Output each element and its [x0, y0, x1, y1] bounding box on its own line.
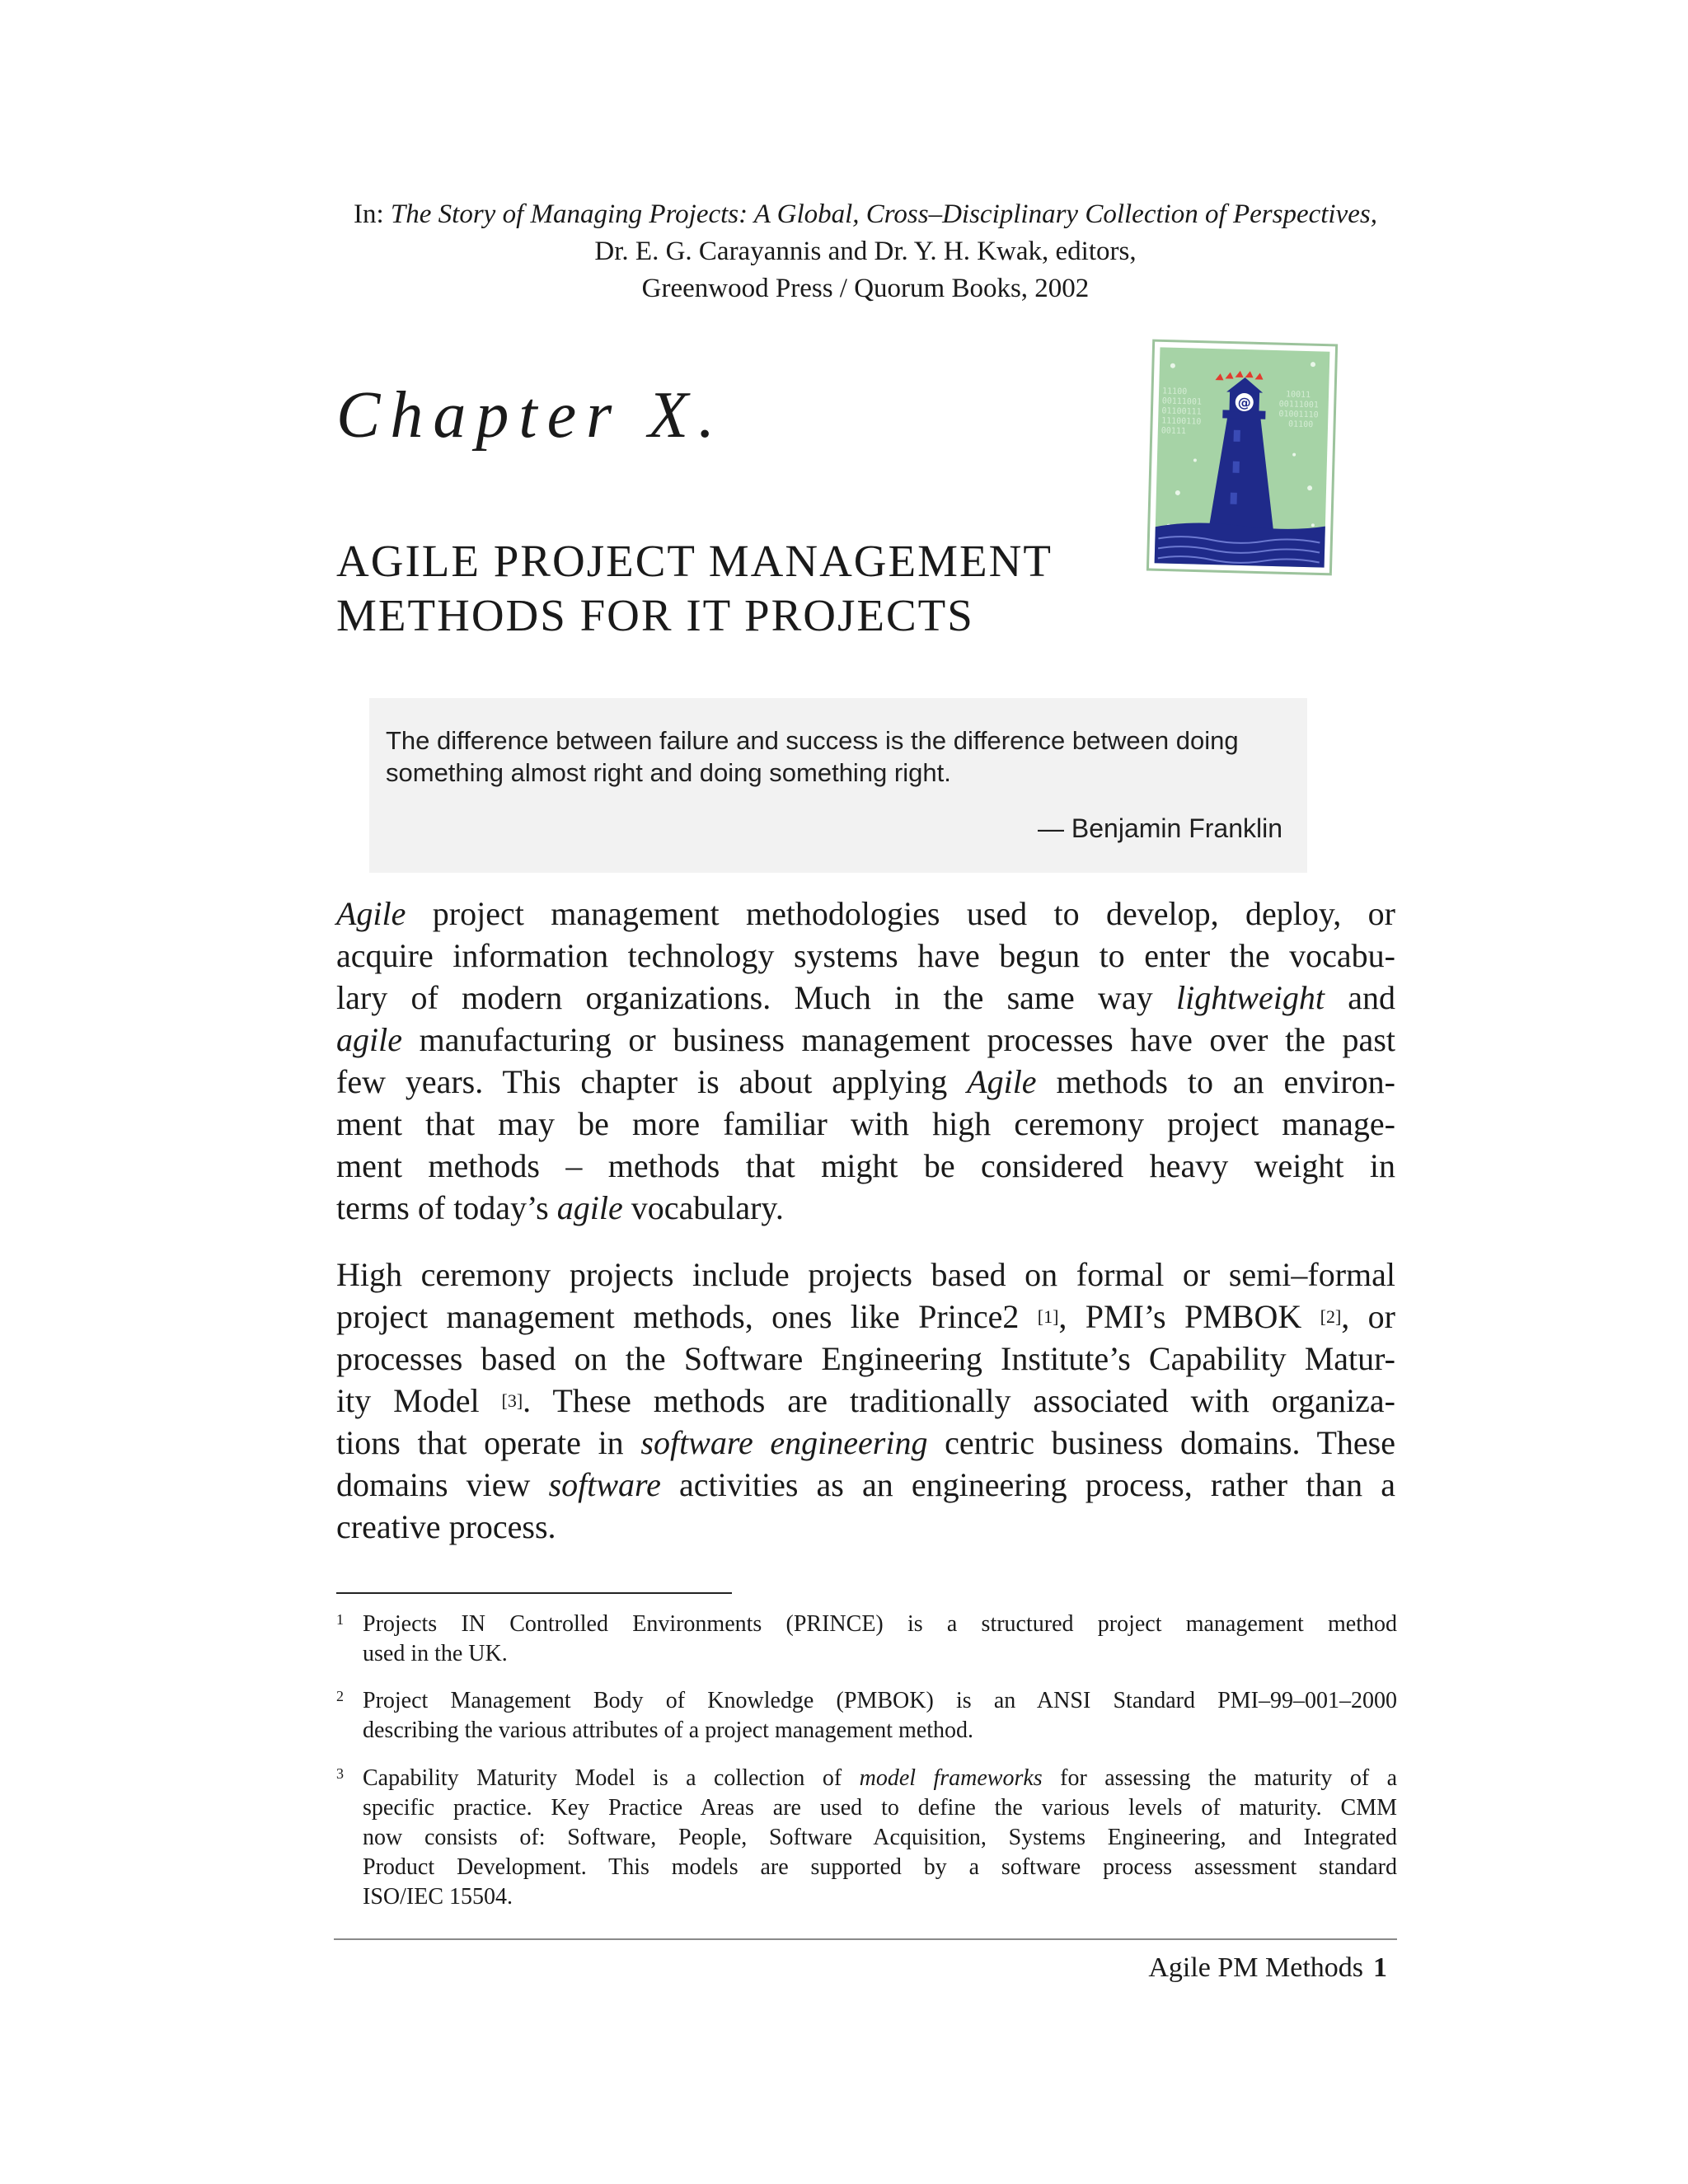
footnote-number: 3 — [336, 1765, 344, 1782]
svg-text:10011: 10011 — [1285, 390, 1311, 401]
footnote-ref-1[interactable]: [1] — [1037, 1306, 1059, 1327]
book-title: The Story of Managing Projects: A Global, Cross–Disciplinary Collection of Perspectives, — [390, 199, 1377, 229]
footnote-number: 2 — [336, 1688, 344, 1704]
paragraph-intro: Agile project management methodologies used to develop, deploy, or acquire information technology systems have begun to enter the vocabu- lary of modern organizations. Much in the same way lightweight and agile manufacturing or business management processes have over the past few years. This chapter is about applying Agile methods to an environ- ment that may be more familiar with high ceremony project manage- ment methods – methods that might be considered heavy weight in terms of today’s agile vocabulary. — [336, 895, 1396, 1226]
svg-text:@: @ — [1237, 394, 1252, 411]
citation-header — [334, 196, 1397, 307]
footnote-ref-3[interactable]: [3] — [501, 1390, 523, 1411]
svg-text:11100110: 11100110 — [1161, 416, 1202, 427]
svg-text:00111: 00111 — [1160, 426, 1187, 437]
footnote-number: 1 — [336, 1611, 344, 1628]
quote-text: The difference between failure and success is the difference between doing something almost right and doing something right. — [386, 726, 1239, 787]
footnote-divider — [336, 1592, 732, 1594]
footnote-ref-2[interactable]: [2] — [1320, 1306, 1342, 1327]
chapter-title-line-2: METHODS FOR IT PROJECTS — [336, 590, 974, 640]
svg-text:01100111: 01100111 — [1161, 406, 1202, 417]
chapter-label: Chapter X. — [336, 379, 725, 452]
page-footer — [1148, 1950, 1387, 1986]
citation-line-2: Dr. E. G. Carayannis and Dr. Y. H. Kwak, editors, — [594, 237, 1137, 266]
running-title: Agile PM Methods — [1148, 1952, 1363, 1983]
page-number: 1 — [1373, 1952, 1387, 1983]
svg-text:01100: 01100 — [1287, 419, 1314, 430]
epigraph-quote — [369, 698, 1307, 873]
citation-line-3: Greenwood Press / Quorum Books, 2002 — [641, 274, 1090, 303]
lighthouse-icon — [1146, 338, 1340, 579]
svg-text:01001110: 01001110 — [1278, 410, 1319, 420]
svg-text:00111001: 00111001 — [1278, 400, 1320, 410]
paragraph-high-ceremony: High ceremony projects include projects based on formal or semi–formal project management methods, ones like Prince2 [1], PMI’s PMBOK [2], or processes based on the Software Engineering Institute’s Capability Matur- ity Model [3]. These methods are traditionally associated with organiza- tions that operate in software engineering centric business domains. These domains view software activities as an engineering process, rather than a creative process. — [336, 1256, 1395, 1545]
citation-line-1: In: The Story of Managing Projects: A Global, Cross–Disciplinary Collection of Perspectives, — [354, 199, 1377, 229]
document-page: In: The Story of Managing Projects: A Global, Cross–Disciplinary Collection of Perspectives, Dr. E. G. Carayannis and Dr. Y. H. Kwak, editors, Greenwood Press / Quorum Books, 2002 Chapter X. AGILE PROJECT MANAGEMENT METHODS FOR IT PROJECTS 11100 00111001 01100111 11100110 00111 10011 00111001 01001110 01100 @ The difference between failure and success is the difference between doing something almost right and doing something right. — Benjamin Franklin Agile project management methodologies used to develop, deploy, or acquire information technology systems have begun to enter the vocabu- lary of modern organizations. Much in the same way lightweight and agile manufacturing or business management processes have over the past few years. This chapter is about applying Agile methods to an environ- ment that may be more familiar with high ceremony project manage- ment methods – methods that might be considered heavy weight in terms of today’s agile vocabulary. High ceremony projects include projects based on formal or semi–formal project management methods, ones like Prince2 [1], PMI’s PMBOK [2], or processes based on the Software Engineering Institute’s Capability Matur- ity Model [3]. These methods are traditionally associated with organiza- tions that operate in software engineering centric business domains. These domains view software activities as an engineering process, rather than a creative process. 1 Projects IN Controlled Environments (PRINCE) is a structured project management method used in the UK. 2 Project Management Body of Knowledge (PMBOK) is an ANSI Standard PMI–99–001–2000 describing the various attributes of a project management method. 3 Capability Maturity Model is a collection of model frameworks for assessing the maturity of a specific practice. Key Practice Areas are used to define the various levels of maturity. CMM now consists of: Software, People, Software Acquisition, Systems Engineering, and Integrated Product Development. This models are supported by a software process assessment standard ISO/IEC 15504. Agile PM Methods 1 — [0, 0, 1688, 2184]
chapter-title — [336, 534, 1053, 643]
chapter-title-line-1: AGILE PROJECT MANAGEMENT — [336, 536, 1053, 586]
footer-divider — [334, 1938, 1397, 1940]
svg-text:00111001: 00111001 — [1161, 396, 1203, 407]
svg-text:11100: 11100 — [1161, 387, 1188, 397]
quote-author: — Benjamin Franklin — [1038, 813, 1282, 843]
